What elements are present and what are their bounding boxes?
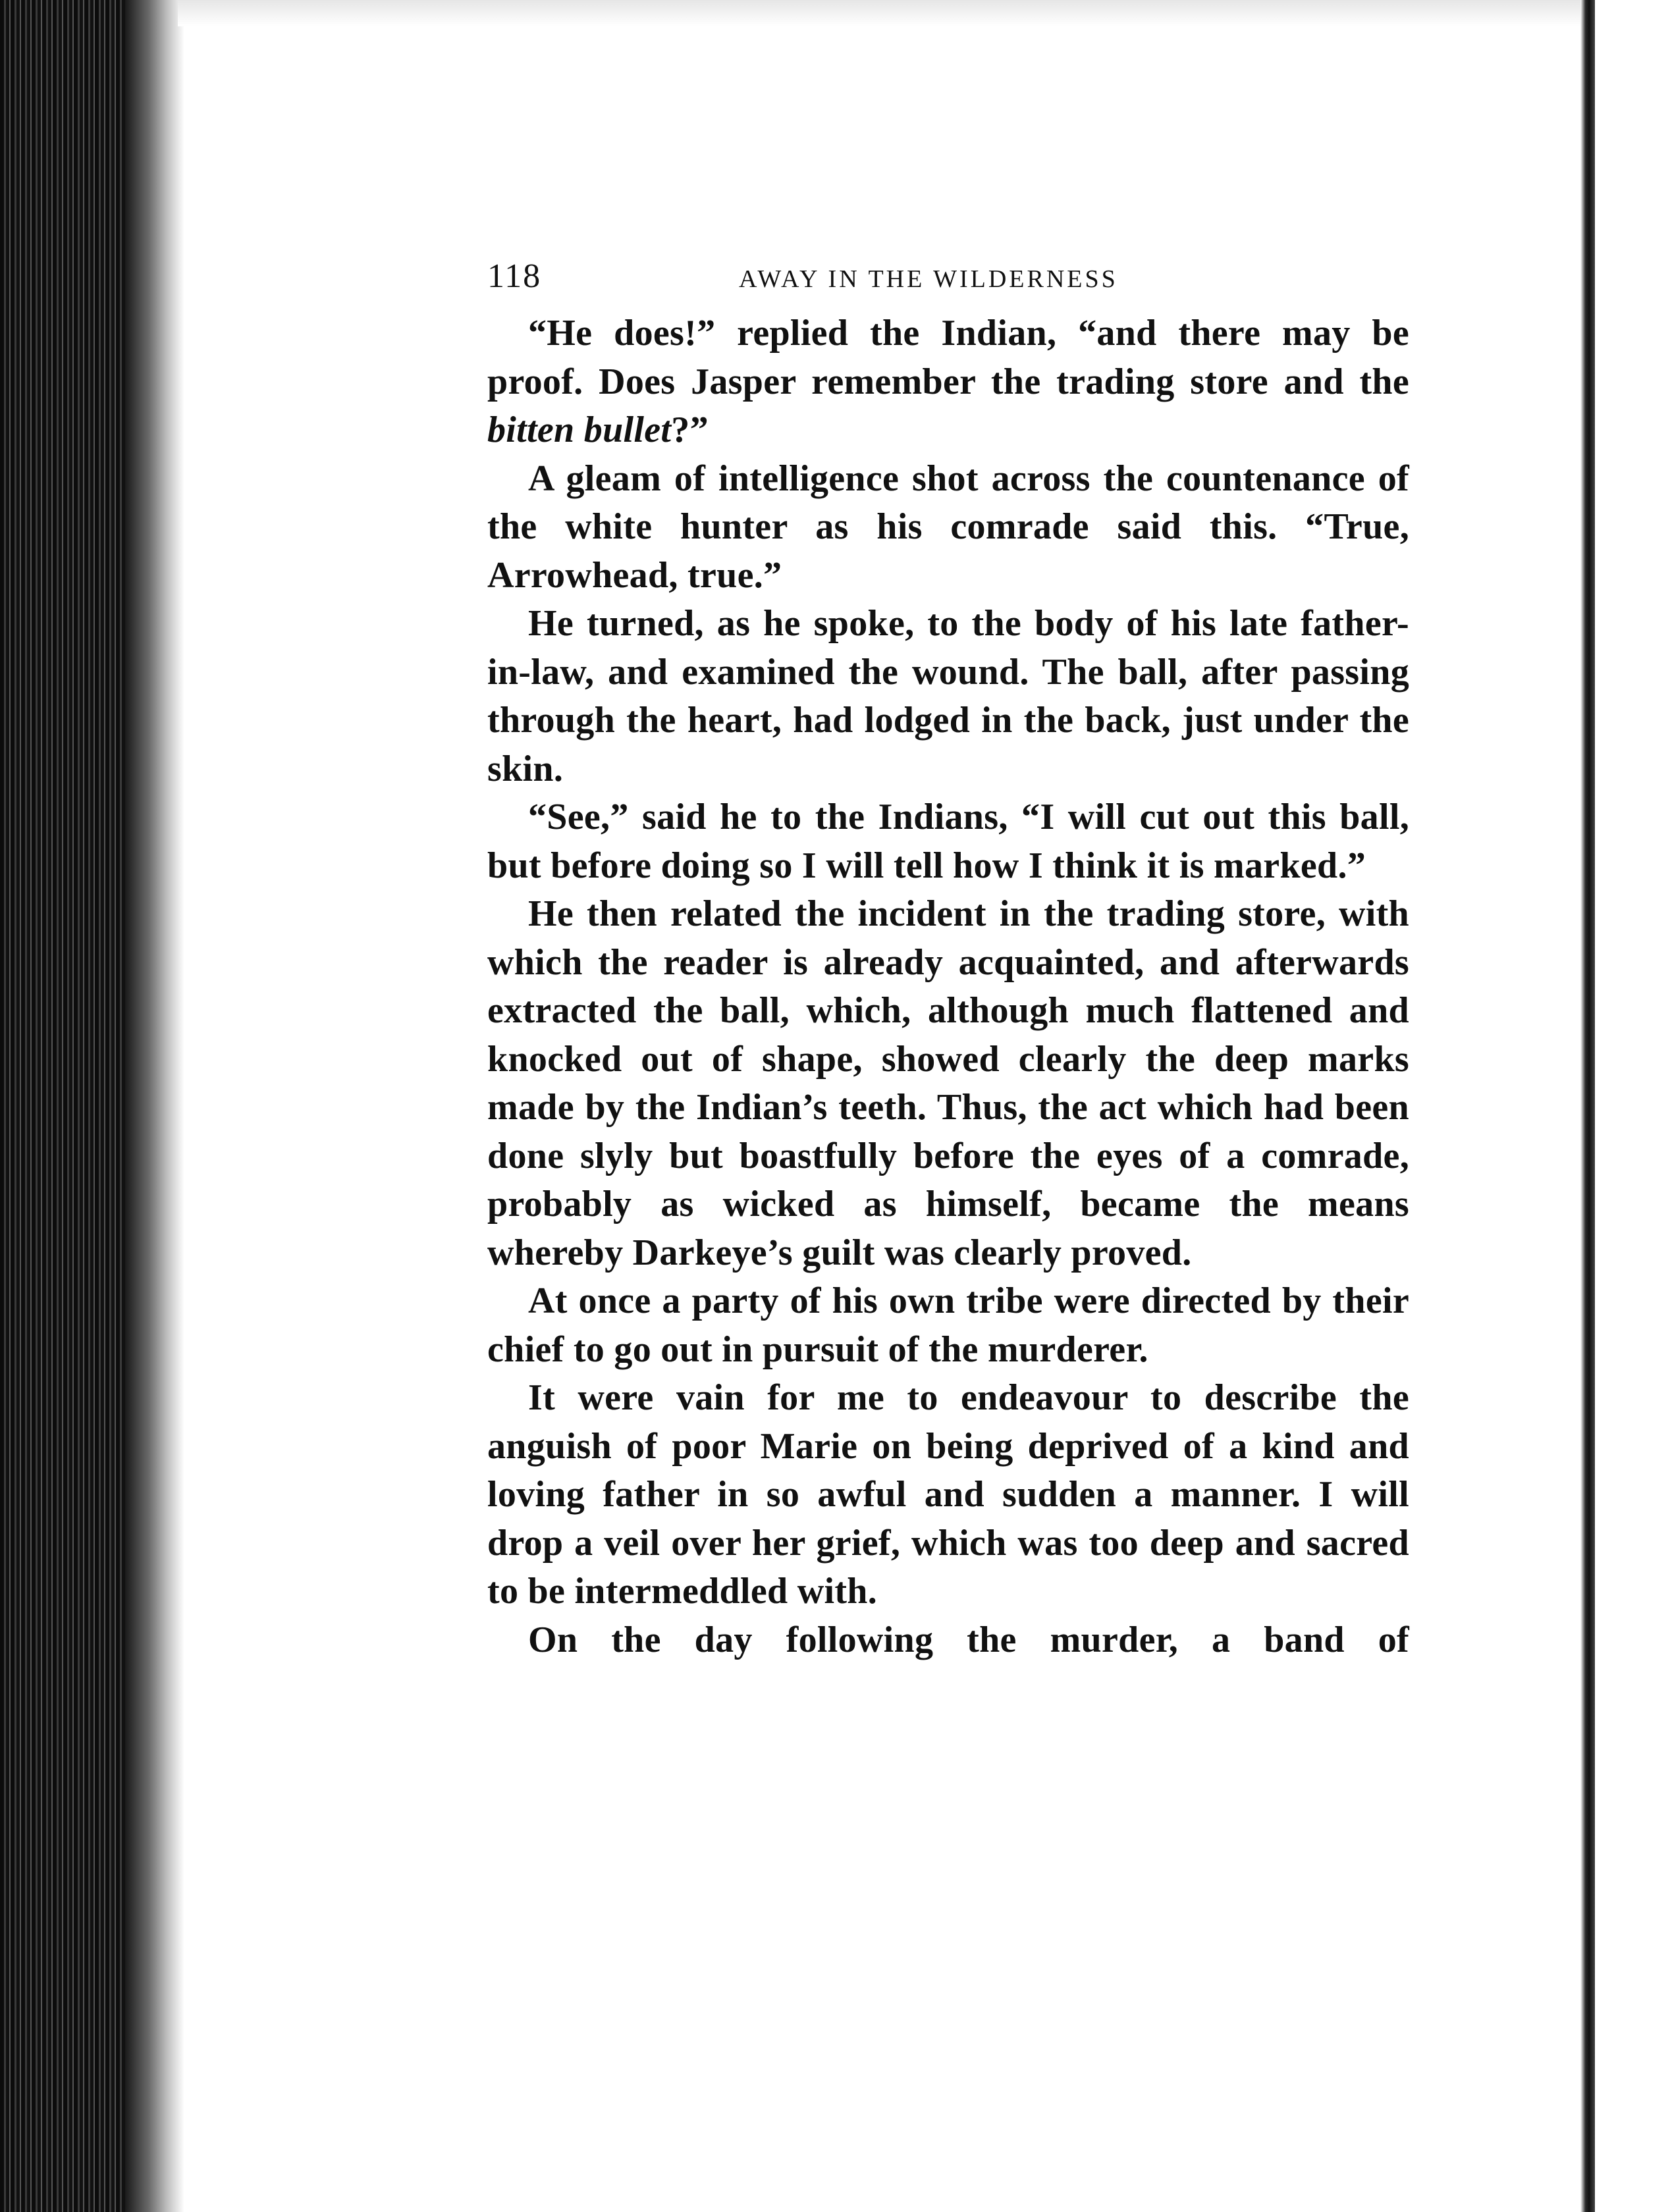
paragraph: At once a party of his own tribe were directed by their chief to go out in pursuit of the murderer.	[487, 1280, 1409, 1370]
paragraph: “He does!” replied the Indian, “and there may be proof. Does Jasper remember the trading store and the bitten bullet?”	[487, 313, 1409, 450]
paragraph: A gleam of intelligence shot across the countenance of the white hunter as his comrade said this. “True, Arrowhead, true.”	[487, 458, 1409, 596]
paragraph: He turned, as he spoke, to the body of his late father-in-law, and examined the wound. The ball, after passing through the heart, had lodged in the back, just under the skin.	[487, 603, 1409, 789]
book-page	[487, 250, 1409, 1664]
page-stack-edge	[125, 0, 184, 2212]
emphasis-text: bitten bullet	[487, 409, 672, 450]
running-head	[487, 250, 1409, 309]
body-text	[487, 309, 1409, 1664]
page-number: 118	[487, 257, 542, 295]
paragraph: He then related the incident in the trading store, with which the reader is already acquainted, and afterwards extracted the ball, which, although much flattened and knocked out of shape, showed clearly the deep marks made by the Indian’s teeth. Thus, the act which had been done slyly but boastfully before the eyes of a comrade, probably as wicked as himself, became the means whereby Darkeye’s guilt was clearly proved.	[487, 893, 1409, 1273]
paragraph: It were vain for me to endeavour to describe the anguish of poor Marie on being deprived of a kind and loving father in so awful and sudden a manner. I will drop a veil over her grief, which was too deep and sacred to be intermeddled with.	[487, 1377, 1409, 1612]
right-page-edge	[1580, 0, 1595, 2212]
paragraph: On the day following the murder, a band of	[528, 1619, 1409, 1660]
next-page-sliver	[1595, 0, 1670, 2212]
running-title: AWAY IN THE WILDERNESS	[739, 265, 1118, 293]
top-shadow	[178, 0, 1580, 26]
paragraph: “See,” said he to the Indians, “I will cut out this ball, but before doing so I will tell how I think it is marked.”	[487, 797, 1409, 886]
